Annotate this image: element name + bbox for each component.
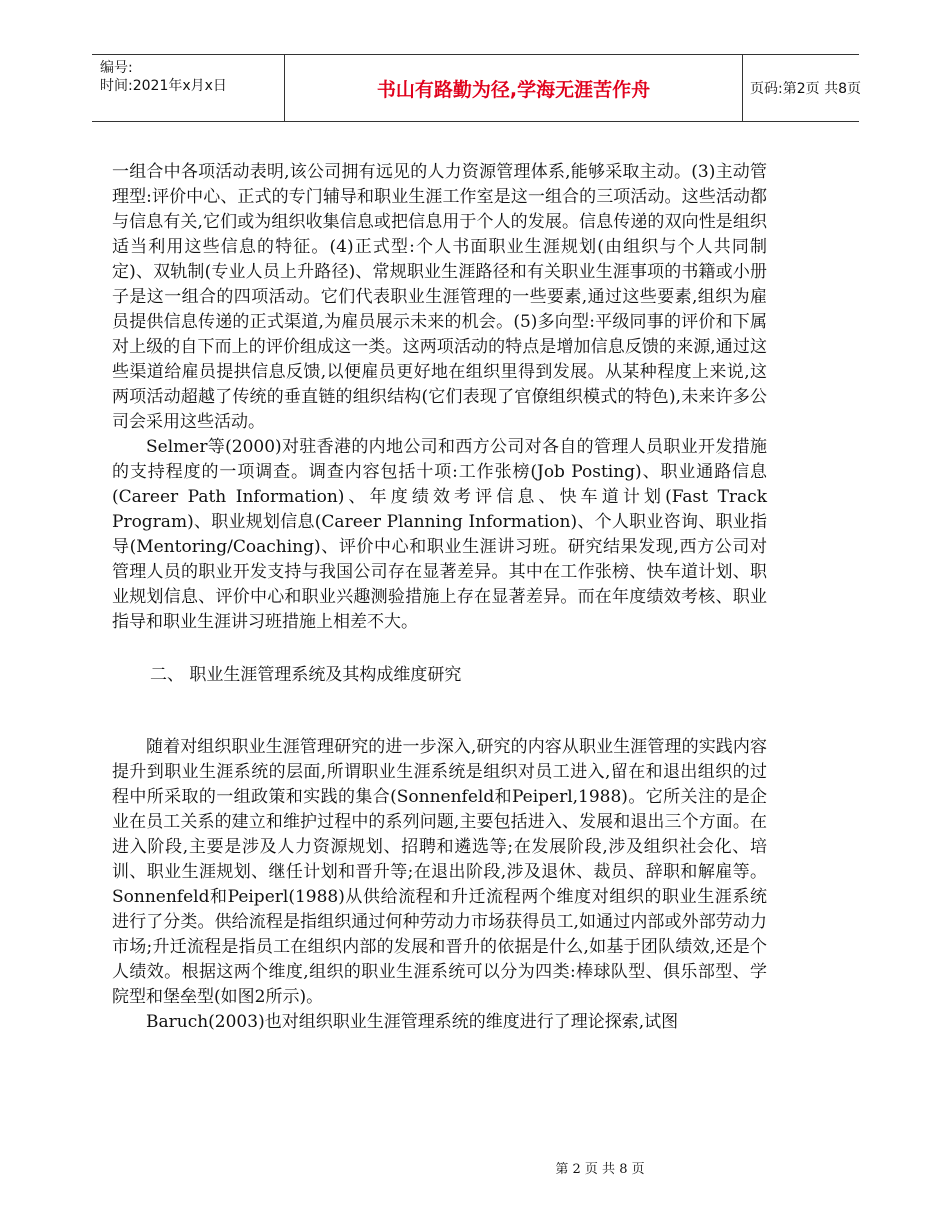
header-left-cell (92, 55, 284, 121)
body-paragraph-1: 一组合中各项活动表明,该公司拥有远见的人力资源管理体系,能够采取主动。(3)主动管理型:评价中心、正式的专门辅导和职业生涯工作室是这一组合的三项活动。这些活动都与信息有关,它们或为组织收集信息或把信息用于个人的发展。信息传递的双向性是组织适当利用这些信息的特征。(4)正式型:个人书面职业生涯规划(由组织与个人共同制定)、双轨制(专业人员上升路径)、常规职业生涯路径和有关职业生涯事项的书籍或小册子是这一组合的四项活动。它们代表职业生涯管理的一些要素,通过这些要素,组织为雇员提供信息传递的正式渠道,为雇员展示未来的机会。(5)多向型:平级同事的评价和下属对上级的自下而上的评价组成这一类。这两项活动的特点是增加信息反馈的来源,通过这些渠道给雇员提拱信息反馈,以便雇员更好地在组织里得到发展。从某种程度上来说,这两项活动超越了传统的垂直链的组织结构(它们表现了官僚组织模式的特色),未来许多公司会采用这些活动。 (112, 162, 767, 432)
document-time-label: 时间:2021年x月x日 (100, 78, 227, 94)
document-body (112, 160, 767, 1035)
header-motto: 书山有路勤为径,学海无涯苦作舟 (376, 78, 651, 101)
document-number-label: 编号: (100, 60, 133, 76)
page-header (92, 54, 859, 122)
header-right-cell (742, 55, 859, 121)
page-footer: 第 2 页 共 8 页 (555, 1162, 645, 1177)
body-paragraph-4: Baruch(2003)也对组织职业生涯管理系统的维度进行了理论探索,试图 (146, 1012, 679, 1032)
section-heading: 二、 职业生涯管理系统及其构成维度研究 (150, 665, 462, 685)
body-paragraph-3: 随着对组织职业生涯管理研究的进一步深入,研究的内容从职业生涯管理的实践内容提升到职业生涯系统的层面,所谓职业生涯系统是组织对员工进入,留在和退出组织的过程中所采取的一组政策和实践的集合(Sonnenfeld和Peiperl,1988)。它所关注的是企业在员工关系的建立和维护过程中的系列问题,主要包括进入、发展和退出三个方面。在进入阶段,主要是涉及人力资源规划、招聘和遴选等;在发展阶段,涉及组织社会化、培训、职业生涯规划、继任计划和晋升等;在退出阶段,涉及退休、裁员、辞职和解雇等。Sonnenfeld和Peiperl(1988)从供给流程和升迁流程两个维度对组织的职业生涯系统进行了分类。供给流程是指组织通过何种劳动力市场获得员工,如通过内部或外部劳动力市场;升迁流程是指员工在组织内部的发展和晋升的依据是什么,如基于团队绩效,还是个人绩效。根据这两个维度,组织的职业生涯系统可以分为四类:棒球队型、俱乐部型、学院型和堡垒型(如图2所示)。 (112, 737, 767, 1007)
body-paragraph-2: Selmer等(2000)对驻香港的内地公司和西方公司对各自的管理人员职业开发措施的支持程度的一项调查。调查内容包括十项:工作张榜(Job Posting)、职业通路信息(Career Path Information)、年度绩效考评信息、快车道计划(Fast Track Program)、职业规划信息(Career Planning Information)、个人职业咨询、职业指导(Mentoring/Coaching)、评价中心和职业生涯讲习班。研究结果发现,西方公司对管理人员的职业开发支持与我国公司存在显著差异。其中在工作张榜、快车道计划、职业规划信息、评价中心和职业兴趣测验措施上存在显著差异。而在年度绩效考核、职业指导和职业生涯讲习班措施上相差不大。 (112, 437, 767, 632)
header-middle-cell (284, 55, 743, 121)
header-page-label: 页码:第2页 共8页 (750, 81, 861, 97)
